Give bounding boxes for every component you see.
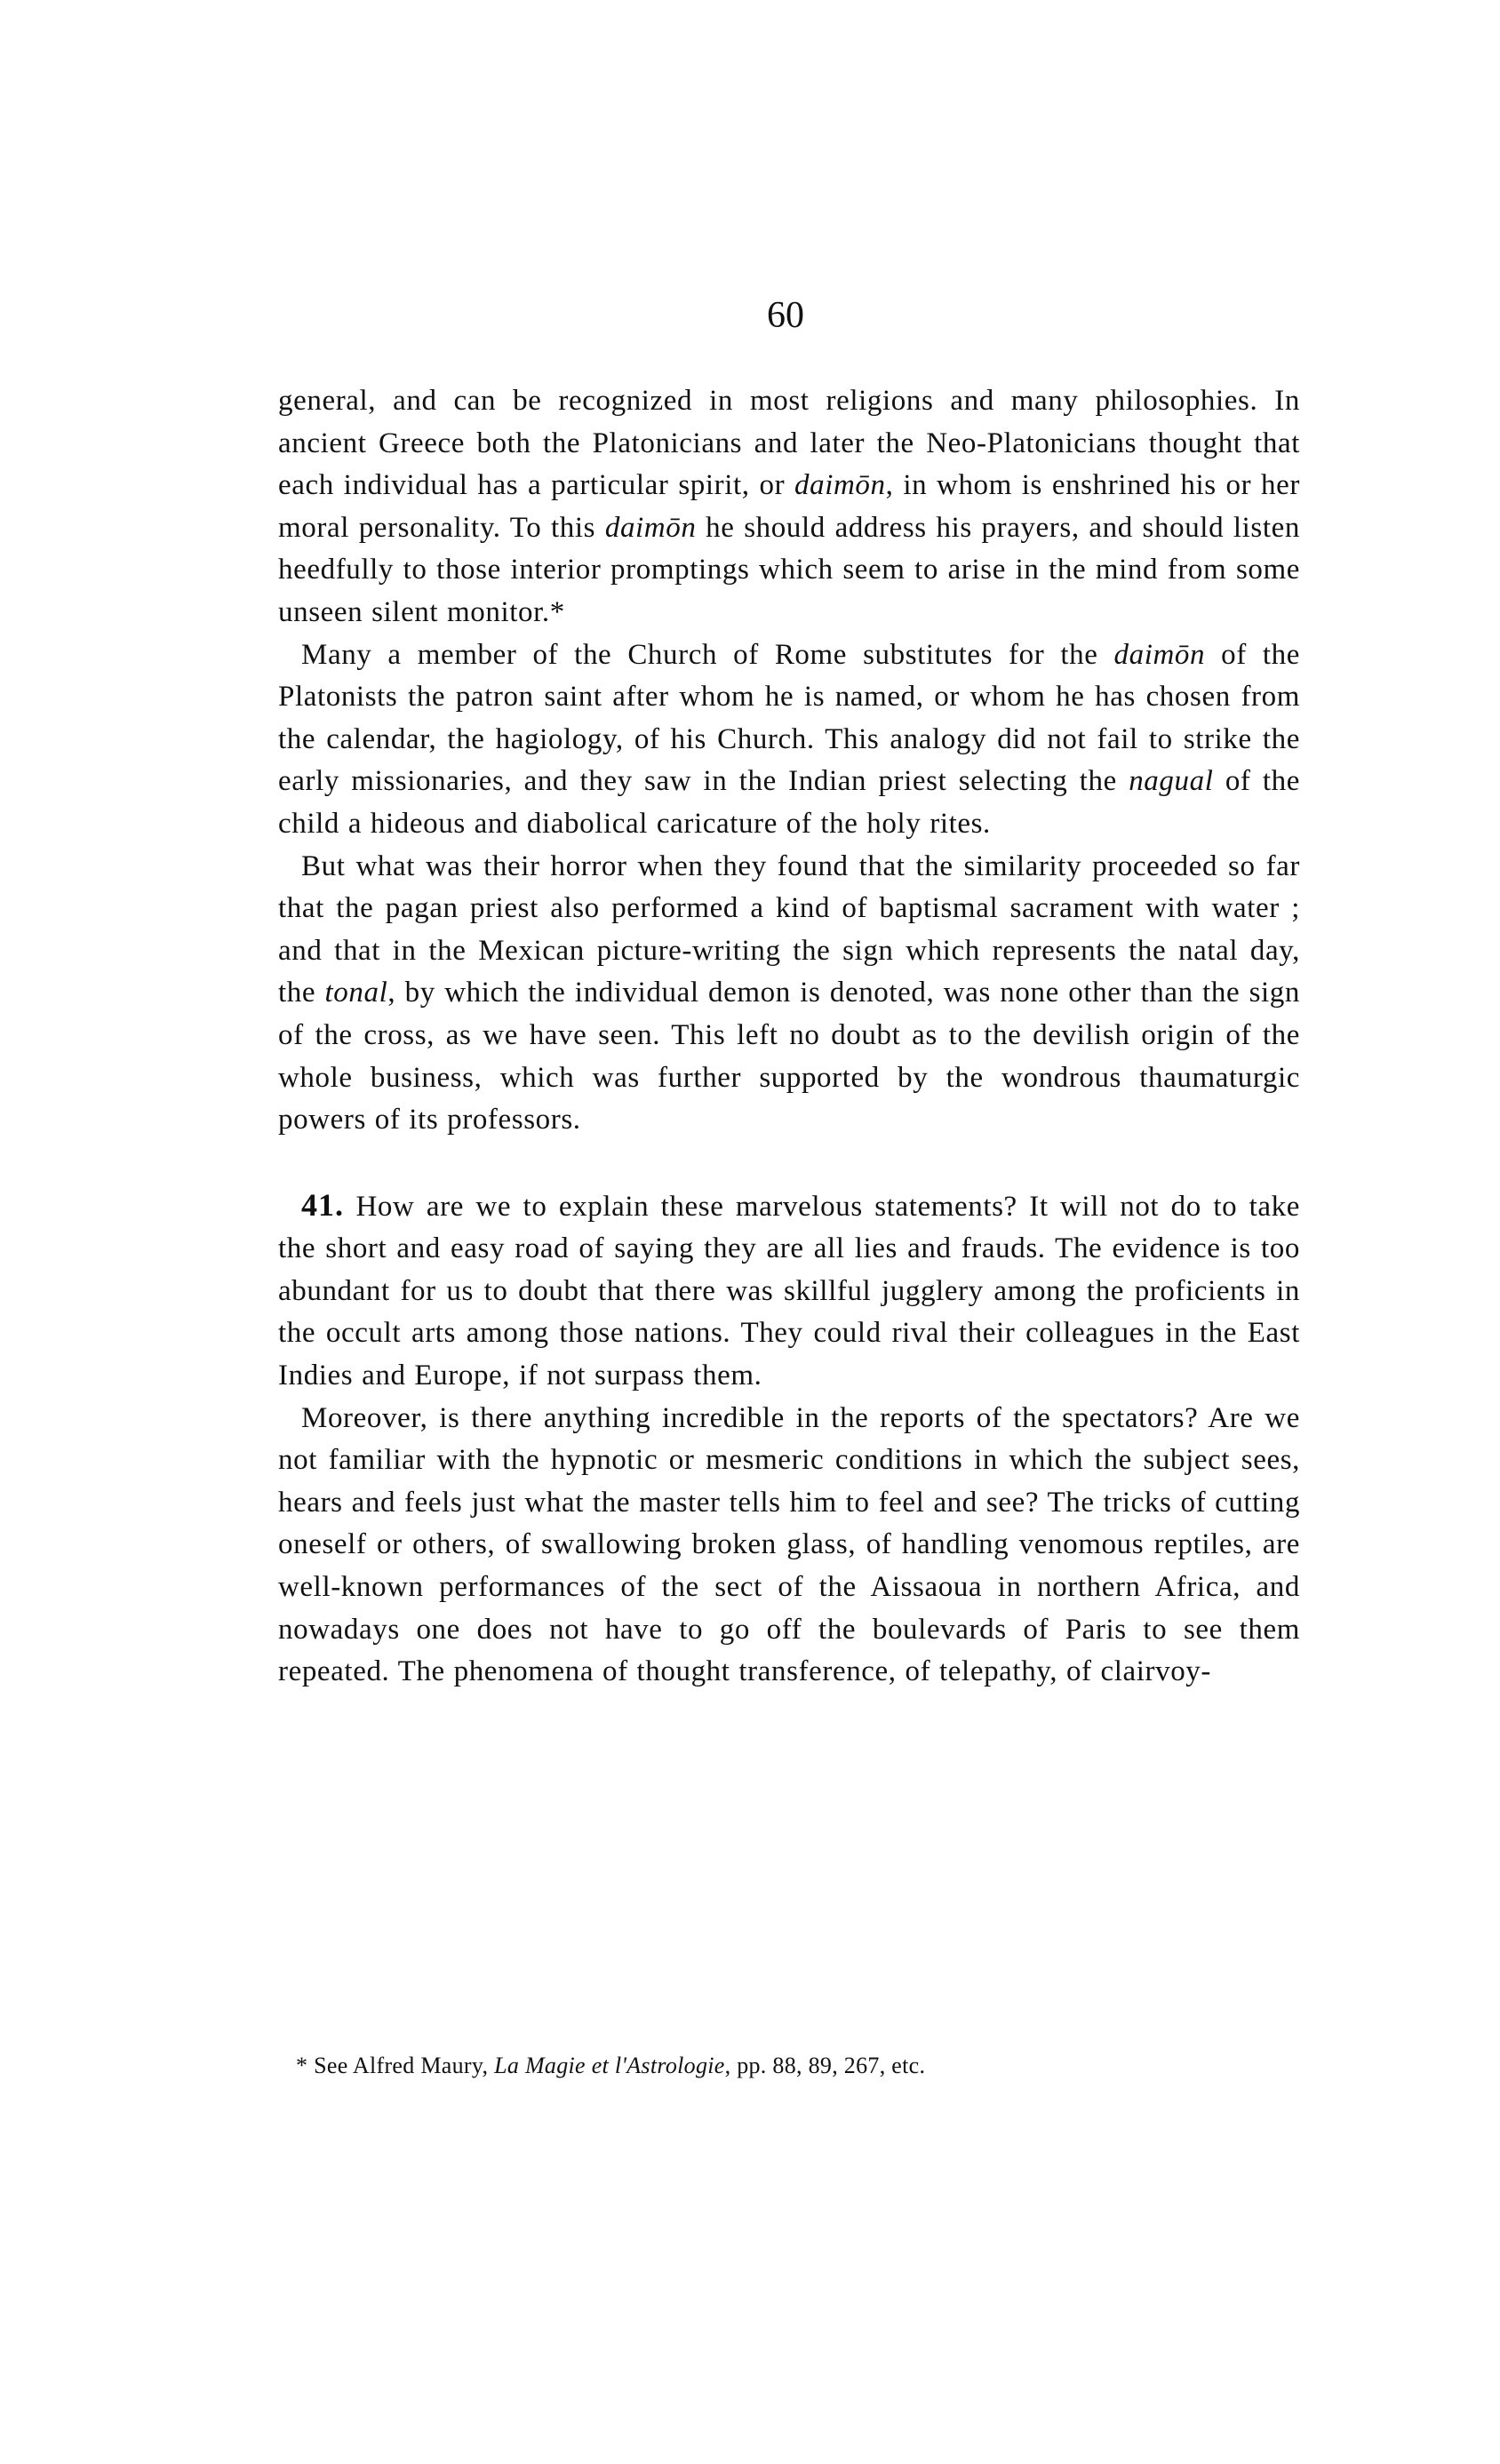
italic-term-daimon: daimōn: [794, 469, 886, 502]
italic-term-nagual: nagual: [1129, 765, 1214, 798]
footnote-text: See Alfred Maury,: [314, 2053, 495, 2078]
paragraph-moreover: [278, 1398, 1300, 1694]
paragraph-continuation: [278, 380, 1300, 634]
footnote-text: , pp. 88, 89, 267, etc.: [724, 2053, 926, 2078]
paragraph-horror: [278, 846, 1300, 1142]
section-41-paragraph: [278, 1184, 1300, 1398]
footnote: [296, 2051, 1273, 2081]
paragraph-church-of-rome: [278, 634, 1300, 846]
section-number: 41.: [301, 1186, 344, 1223]
body-text: [278, 380, 1300, 1694]
paragraph-text: Many a member of the Church of Rome substitutes for the: [301, 638, 1114, 671]
paragraph-text: of the Platonists the patron saint after whom he is named, or whom he has chosen from the calendar, the hagiology, of his Church. This analogy did not fail to strike the early missionaries, and they saw in the Indian priest selecting the: [278, 638, 1300, 798]
italic-term-daimon: daimōn: [1113, 638, 1206, 671]
footnote-book-title: La Magie et l'Astrologie: [494, 2053, 725, 2078]
paragraph-text: , by which the individual demon is denoted, was none other than the sign of the cross, as we have seen. This left no doubt as to the devilish origin of the whole business, which was further supported by the wondrous thaumaturgic powers of its professors.: [278, 977, 1301, 1136]
paragraph-text: Moreover, is there anything incredible in the reports of the spectators? Are we not familiar with the hypnotic or mesmeric conditions in which the subject sees, hears and feels just what the master tells him to feel and see? The tricks of cutting oneself or others, of swallowing broken glass, of handling venomous reptiles, are well-known performances of the sect of the Aissaoua in northern Africa, and nowadays one does not have to go off the boulevards of Paris to see them repeated. The phenomena of thought transference, of telepathy, of clairvoy-: [278, 1401, 1300, 1688]
paragraph-text: How are we to explain these marvelous statements? It will not do to take the short and easy road of saying they are all lies and frauds. The evidence is too abundant for us to doubt that there was skillful jugglery among the proficients in the occult arts among those nations. They could rival their colleagues in the East Indies and Europe, if not surpass them.: [278, 1190, 1300, 1392]
italic-term-tonal: tonal: [324, 977, 388, 1009]
italic-term-daimon: daimōn: [604, 511, 697, 544]
paragraph-text: general, and can be recognized in most religions and many philosophies. In ancient Greece both the Platonicians and later the Neo-Platonicians thought that each individual has a particular spirit, or: [278, 385, 1300, 502]
page-number: 60: [767, 295, 804, 336]
paragraph-text: of the child a hideous and diabolical caricature of the holy rites.: [278, 765, 1300, 840]
paragraph-text: he should address his prayers, and should listen heedfully to those interior promptings which seem to arise in the mind from some unseen silent monitor.*: [278, 511, 1300, 628]
paragraph-text: , in whom is enshrined his or her moral personality. To this: [278, 469, 1300, 544]
footnote-marker: *: [296, 2053, 315, 2078]
paragraph-text: But what was their horror when they found that the similarity proceeded so far that the pagan priest also performed a kind of baptismal sacrament with water ; and that in the Mexican picture-writing the sign which represents the natal day, the: [278, 849, 1300, 1009]
